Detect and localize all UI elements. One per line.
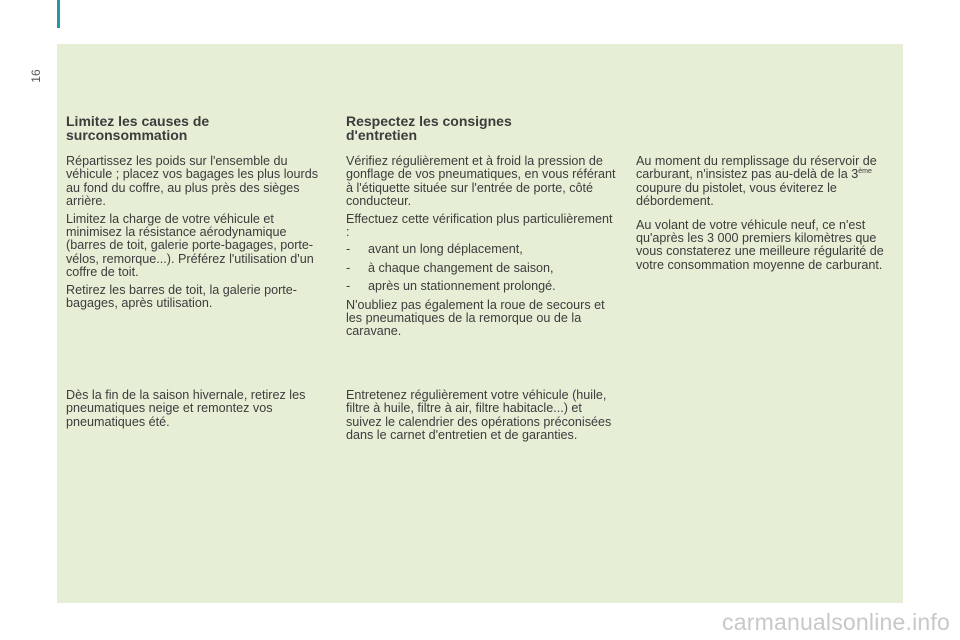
right-paragraph-new-vehicle: Au volant de votre véhicule neuf, ce n'est qu'après les 3 000 premiers kilomètres que vous constaterez une meilleure régularité de votre consommation moyenne de carburant. (636, 217, 884, 272)
watermark: carmanualsonline.info (722, 609, 950, 635)
list-item: - après un stationnement prolongé. (346, 279, 556, 294)
page-number: 16 (29, 69, 43, 83)
middle-body-bottom (346, 389, 616, 447)
margin-bar (57, 0, 60, 28)
middle-paragraph-spare: N'oubliez pas également la roue de secours et les pneumatiques de la remorque ou de la caravane. (346, 297, 605, 339)
left-paragraph-load: Limitez la charge de votre véhicule et minimisez la résistance aérodynamique (barres de toit, galerie porte-bagages, porte-vélos, remorque...). Préférez l'utilisation d'un coffre de toit. (66, 211, 314, 280)
left-body-bottom (66, 389, 328, 433)
left-paragraph-roof-bars: Retirez les barres de toit, la galerie porte-bagages, après utilisation. (66, 282, 297, 311)
right-paragraph-refuel: Au moment du remplissage du réservoir de carburant, n'insistez pas au-delà de la 3ème coupure du pistolet, vous éviterez le débordement. (636, 154, 877, 209)
middle-paragraph-pressure: Vérifiez régulièrement et à froid la pression de gonflage de vos pneumatiques, en vous référant à l'étiquette située sur l'entrée de porte, côté conducteur. (346, 154, 616, 209)
middle-paragraph-maintenance: Entretenez régulièrement votre véhicule (huile, filtre à huile, filtre à air, filtre habitacle...) et suivez le calendrier des opérations préconisées dans le carnet d'entretien et de garanties. (346, 388, 612, 443)
middle-heading-line2: d'entretien (346, 127, 418, 143)
left-paragraph-winter: Dès la fin de la saison hivernale, retirez les pneumatiques neige et remontez vos pneumatiques été. (66, 388, 306, 429)
right-body (636, 155, 896, 276)
left-heading-line2: surconsommation (66, 127, 188, 143)
list-item: - à chaque changement de saison, (346, 260, 554, 275)
left-paragraph-weights: Répartissez les poids sur l'ensemble du véhicule ; placez vos bagages les plus lourds au fond du coffre, au plus près des sièges arrière. (66, 154, 319, 209)
left-body (66, 155, 328, 314)
list-item: - avant un long déplacement, (346, 242, 523, 257)
middle-heading (346, 114, 616, 142)
middle-body (346, 155, 616, 343)
middle-paragraph-check: Effectuez cette vérification plus particulièrement : (346, 211, 613, 240)
left-heading (66, 114, 328, 142)
middle-heading-line1: Respectez les consignes (346, 113, 512, 129)
left-heading-line1: Limitez les causes de (66, 113, 210, 129)
